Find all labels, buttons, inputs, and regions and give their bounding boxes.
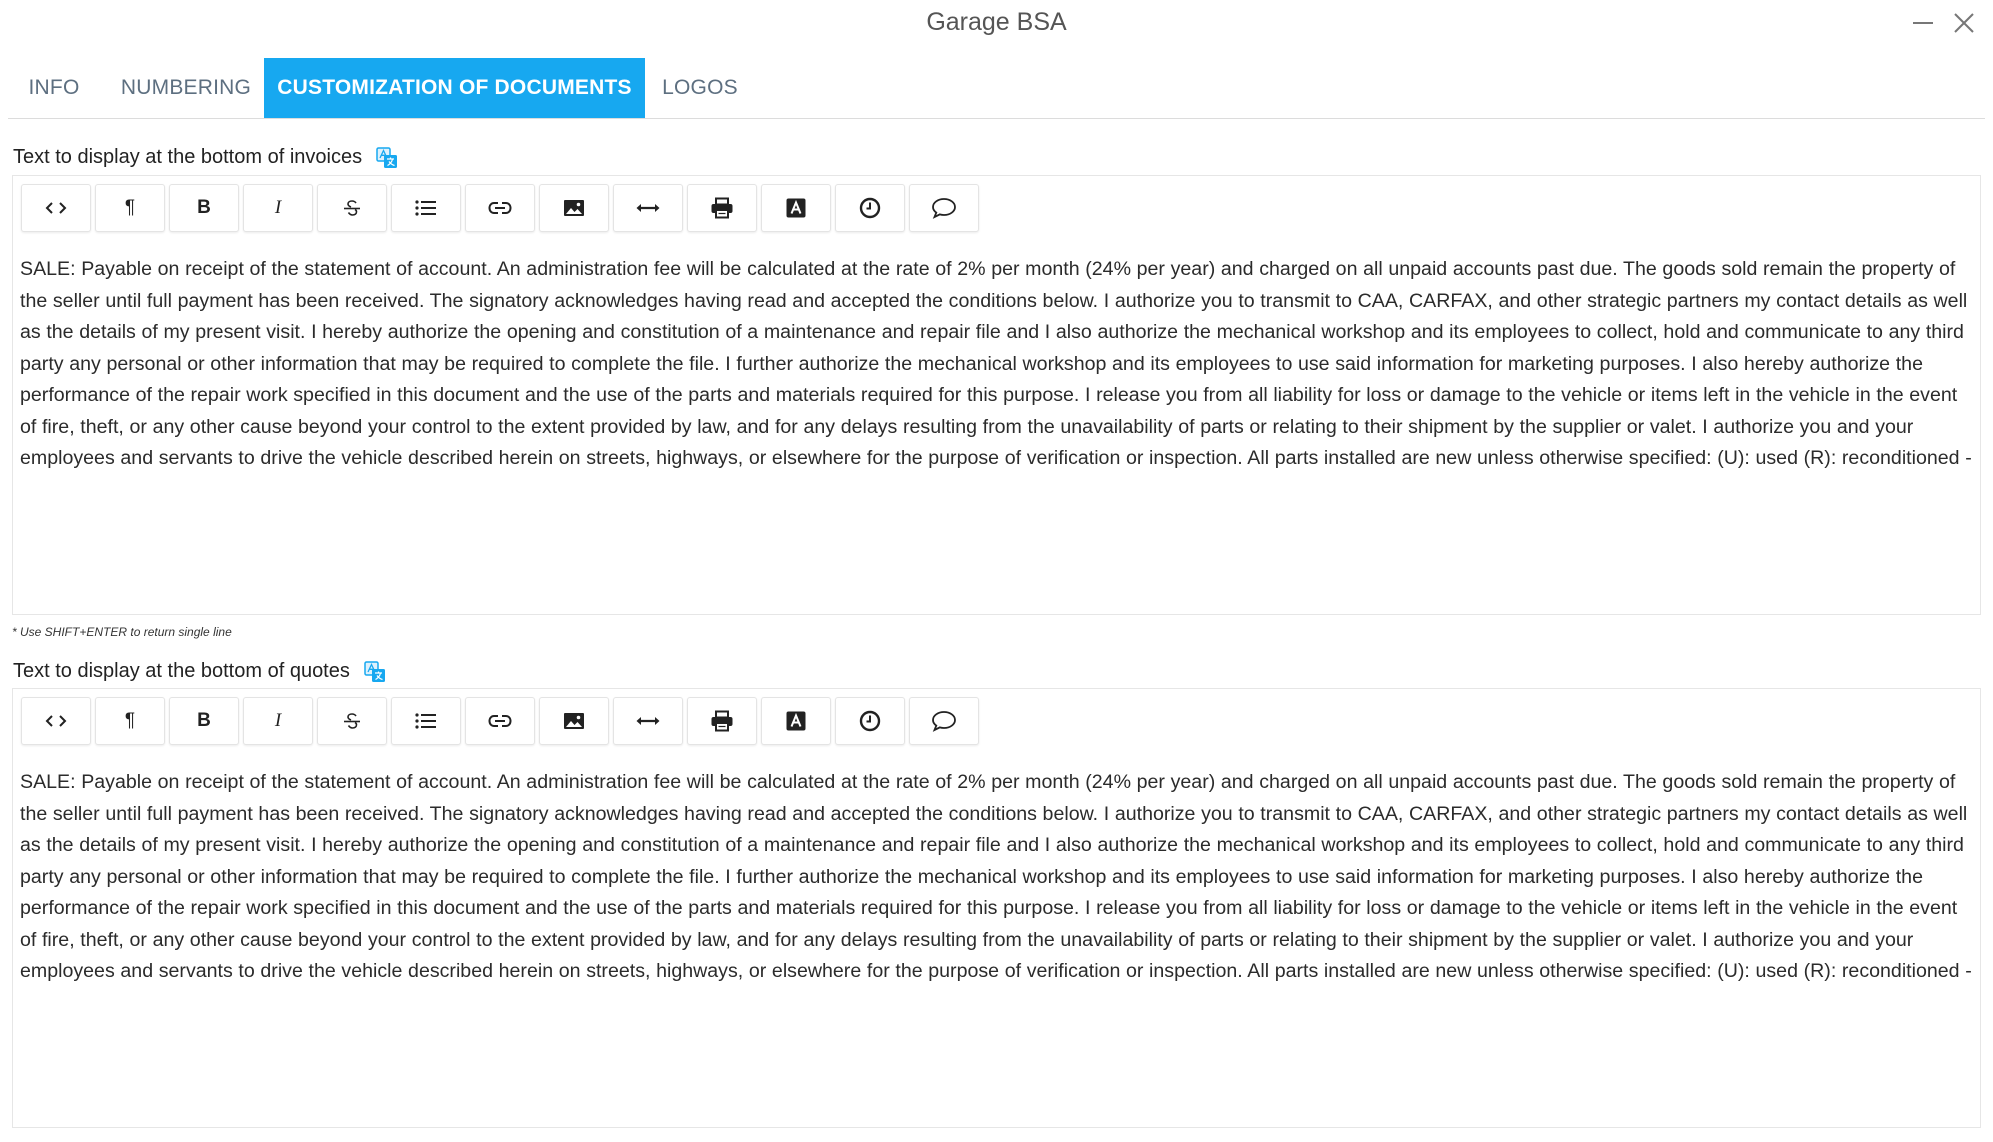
- code-view-icon[interactable]: [21, 184, 91, 232]
- link-icon[interactable]: [465, 184, 535, 232]
- minimize-icon[interactable]: [1908, 8, 1938, 38]
- tab-logos[interactable]: LOGOS: [662, 76, 738, 99]
- italic-icon[interactable]: [243, 184, 313, 232]
- comment-icon[interactable]: [909, 697, 979, 745]
- close-icon[interactable]: [1949, 8, 1979, 38]
- paragraph-label: ¶: [124, 710, 136, 731]
- italic-label: I: [274, 197, 282, 218]
- print-icon[interactable]: [687, 184, 757, 232]
- image-icon[interactable]: [539, 697, 609, 745]
- paragraph-icon[interactable]: [95, 697, 165, 745]
- code-view-icon[interactable]: [21, 697, 91, 745]
- list-icon[interactable]: [391, 697, 461, 745]
- horizontal-rule-icon[interactable]: [613, 697, 683, 745]
- image-icon[interactable]: [539, 184, 609, 232]
- strikethrough-icon[interactable]: [317, 697, 387, 745]
- link-icon[interactable]: [465, 697, 535, 745]
- italic-icon[interactable]: [243, 697, 313, 745]
- clock-icon[interactable]: [835, 184, 905, 232]
- comment-icon[interactable]: [909, 184, 979, 232]
- invoices-editor-content[interactable]: SALE: Payable on receipt of the statement of account. An administration fee will be calculated at the rate of 2% per month (24% per year) and charged on all unpaid accounts past due. The goods sold remain the property of the seller until full payment has been received. The signatory acknowledges having read and accepted the conditions below. I authorize you to transmit to CAA, CARFAX, and other strategic partners my contact details as well as the details of my present visit. I hereby authorize the opening and constitution of a maintenance and repair file and I also authorize the mechanical workshop and its employees to collect, hold and communicate to any third party any personal or other information that may be required to complete the file. I further authorize the mechanical workshop and its employees to use said information for marketing purposes. I also hereby authorize the performance of the repair work specified in this document and the use of the parts and materials required for this purpose. I release you from all liability for loss or damage to the vehicle or items left in the vehicle in the event of fire, theft, or any other cause beyond your control to the extent provided by law, and for any delays resulting from the unavailability of parts or relating to their shipment by the supplier or valet. I authorize you and your employees and servants to drive the vehicle described herein on streets, highways, or elsewhere for the purpose of verification or inspection. All parts installed are new unless otherwise specified: (U): used (R): reconditioned -: [20, 258, 1972, 469]
- tab-numbering[interactable]: NUMBERING: [120, 76, 252, 99]
- paragraph-label: ¶: [124, 197, 136, 218]
- paragraph-icon[interactable]: [95, 184, 165, 232]
- translate-icon[interactable]: [364, 661, 386, 683]
- clock-icon[interactable]: [835, 697, 905, 745]
- strikethrough-icon[interactable]: [317, 184, 387, 232]
- title-bar: [0, 0, 1993, 46]
- bold-label: B: [197, 197, 211, 218]
- shift-enter-hint: * Use SHIFT+ENTER to return single line: [12, 625, 232, 639]
- tab-info[interactable]: INFO: [28, 76, 80, 99]
- bold-label: B: [197, 710, 211, 731]
- invoices-editor[interactable]: [12, 175, 1981, 615]
- tab-bar: [8, 58, 1985, 119]
- bold-icon[interactable]: [169, 697, 239, 745]
- horizontal-rule-icon[interactable]: [613, 184, 683, 232]
- quotes-section-title: [13, 660, 386, 683]
- quotes-editor[interactable]: [12, 688, 1981, 1128]
- translate-icon[interactable]: [376, 147, 398, 169]
- window-title: Garage BSA: [926, 8, 1067, 36]
- quotes-editor-content[interactable]: SALE: Payable on receipt of the statement of account. An administration fee will be calculated at the rate of 2% per month (24% per year) and charged on all unpaid accounts past due. The goods sold remain the property of the seller until full payment has been received. The signatory acknowledges having read and accepted the conditions below. I authorize you to transmit to CAA, CARFAX, and other strategic partners my contact details as well as the details of my present visit. I hereby authorize the opening and constitution of a maintenance and repair file and I also authorize the mechanical workshop and its employees to collect, hold and communicate to any third party any personal or other information that may be required to complete the file. I further authorize the mechanical workshop and its employees to use said information for marketing purposes. I also hereby authorize the performance of the repair work specified in this document and the use of the parts and materials required for this purpose. I release you from all liability for loss or damage to the vehicle or items left in the vehicle in the event of fire, theft, or any other cause beyond your control to the extent provided by law, and for any delays resulting from the unavailability of parts or relating to their shipment by the supplier or valet. I authorize you and your employees and servants to drive the vehicle described herein on streets, highways, or elsewhere for the purpose of verification or inspection. All parts installed are new unless otherwise specified: (U): used (R): reconditioned -: [20, 771, 1972, 982]
- print-icon[interactable]: [687, 697, 757, 745]
- tab-customization-of-documents[interactable]: CUSTOMIZATION OF DOCUMENTS: [264, 58, 645, 118]
- italic-label: I: [274, 710, 282, 731]
- list-icon[interactable]: [391, 184, 461, 232]
- bold-icon[interactable]: [169, 184, 239, 232]
- invoices-title-text: Text to display at the bottom of invoices: [13, 146, 363, 168]
- quotes-title-text: Text to display at the bottom of quotes: [13, 660, 350, 682]
- text-color-icon[interactable]: [761, 184, 831, 232]
- invoices-section-title: [13, 146, 398, 169]
- text-color-icon[interactable]: [761, 697, 831, 745]
